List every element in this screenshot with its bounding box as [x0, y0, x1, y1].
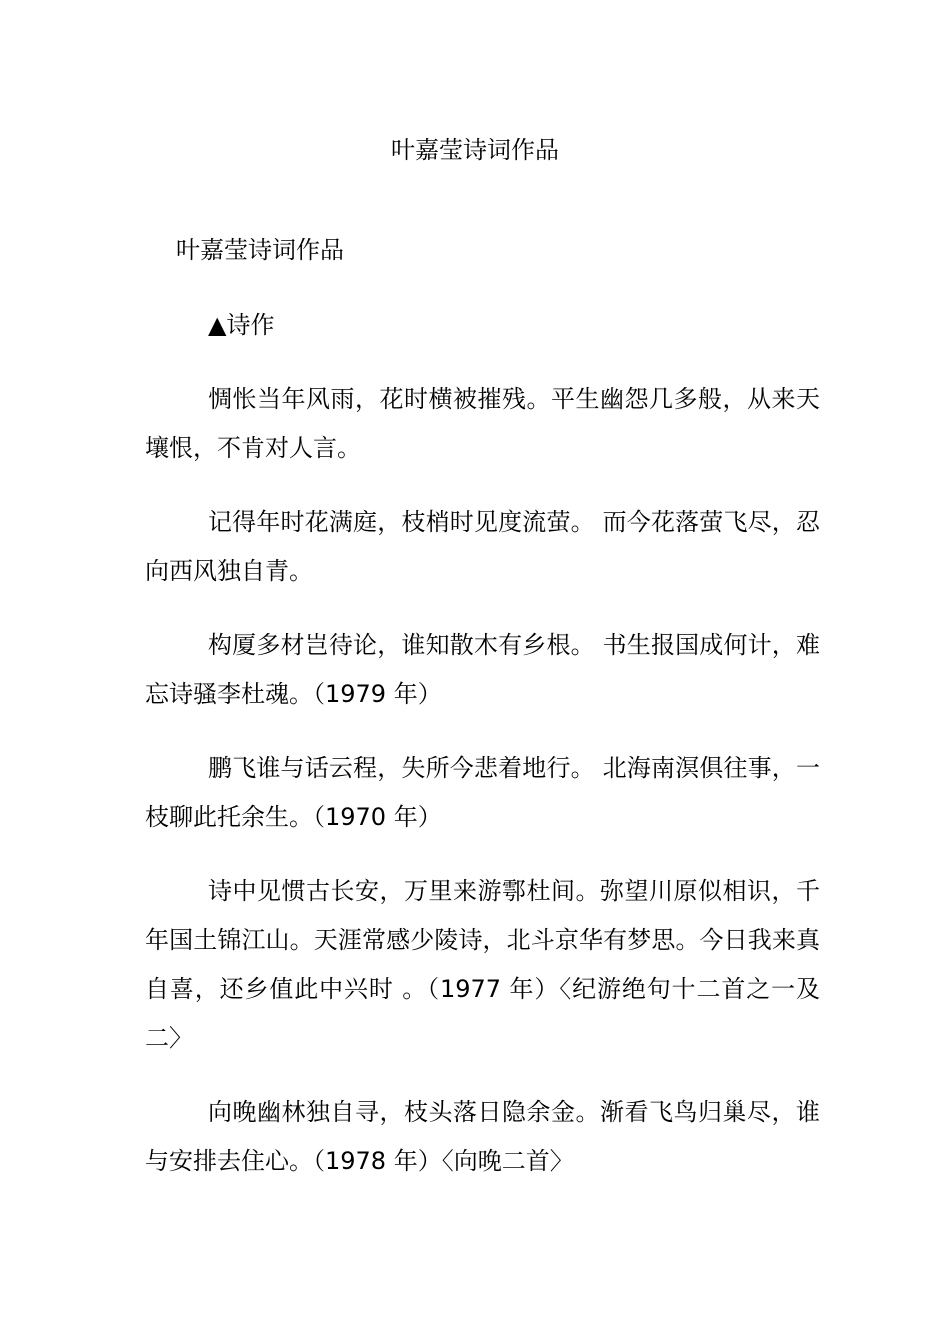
poem-paragraph: 记得年时花满庭，枝梢时见度流萤。 而今花落萤飞尽，忍向西风独自青。	[145, 508, 820, 585]
poem-paragraph: 构厦多材岂待论，谁知散木有乡根。 书生报国成何计，难忘诗骚李杜魂。（1979 年）	[145, 631, 820, 708]
poem-paragraph: 诗中见惯古长安，万里来游鄠杜间。弥望川原似相识，千年国土锦江山。天涯常感少陵诗，北斗京华有梦思。今日我来真自喜，还乡值此中兴时 。（1977 年）〈纪游绝句十二首之一及二〉	[145, 877, 820, 1052]
document-title: 叶嘉莹诗词作品	[391, 136, 559, 164]
poem-paragraph: 惆怅当年风雨，花时横被摧残。平生幽怨几多般，从来天壤恨，不肯对人言。	[145, 385, 820, 462]
poem-list	[145, 375, 820, 1211]
poem-paragraph: 鹏飞谁与话云程，失所今悲着地行。 北海南溟俱往事，一枝聊此托余生。（1970 年）	[145, 754, 820, 831]
poem-paragraph: 向晚幽林独自寻，枝头落日隐余金。渐看飞鸟归巢尽，谁与安排去住心。（1978 年）〈向晚二首〉	[145, 1098, 820, 1175]
section-heading-poems: ▲诗作	[208, 311, 275, 339]
document-subtitle: 叶嘉莹诗词作品	[176, 236, 344, 264]
